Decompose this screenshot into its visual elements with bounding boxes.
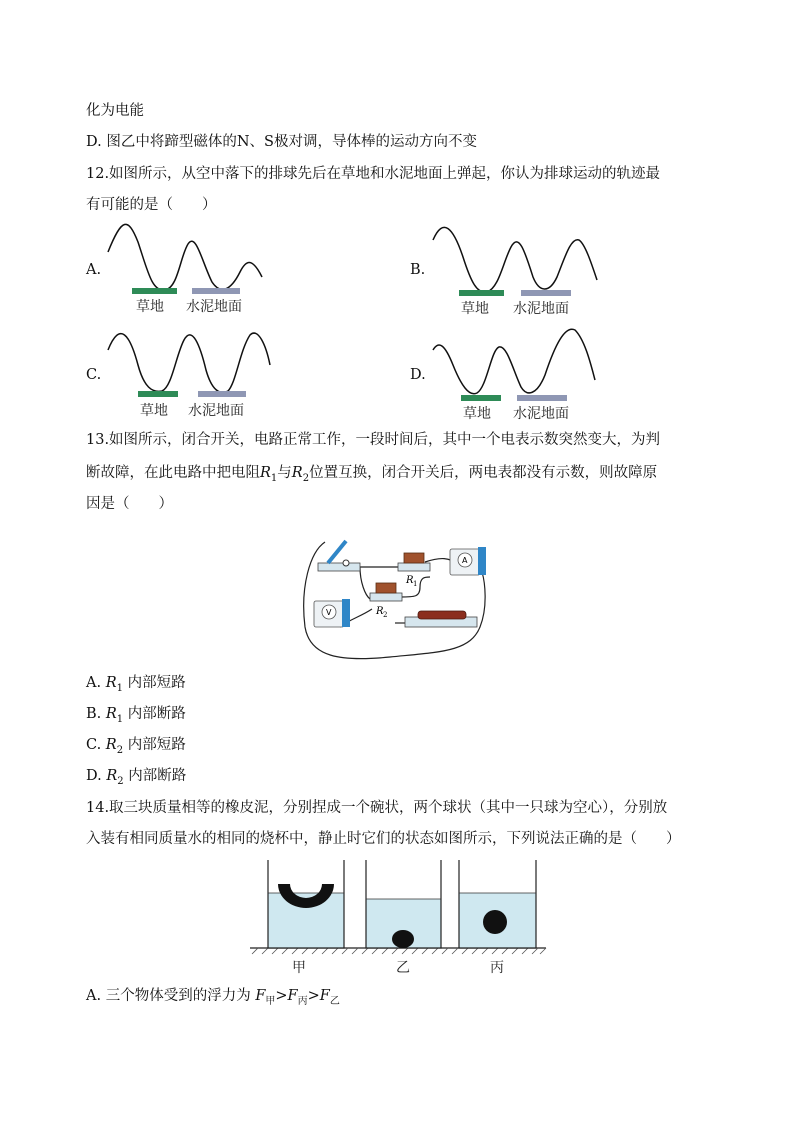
- question-12-line-2: 有可能的是（ ）: [86, 197, 217, 213]
- r2-subscript: 2: [302, 472, 310, 484]
- question-12-line-1: 12.如图所示，从空中落下的排球先后在草地和水泥地面上弹起，你认为排球运动的轨迹最: [86, 166, 661, 182]
- q12-option-d-letter: D.: [410, 367, 426, 383]
- question-13-line-3: 因是（ ）: [86, 496, 173, 512]
- resistor-r1: [398, 553, 430, 588]
- grass-label: 草地: [140, 403, 168, 419]
- r1-label: R: [406, 575, 414, 586]
- q13-option-c: C. $R_2$ 内部短路: [86, 737, 186, 756]
- q12-figure-c: [100, 325, 275, 423]
- grass-bar: [138, 391, 178, 397]
- ammeter-label: A: [462, 556, 468, 565]
- ground-hatch: [252, 948, 546, 954]
- r1-symbol: R: [260, 465, 271, 481]
- question-13-line-2: [86, 463, 657, 489]
- cement-label: 水泥地面: [186, 299, 242, 315]
- q12-option-a-letter: A.: [86, 262, 102, 278]
- beaker-bing: [459, 860, 536, 948]
- cement-bar: [521, 290, 571, 296]
- q14-beakers-figure: [250, 860, 550, 980]
- cement-bar: [192, 288, 240, 294]
- r2-label-sub: 2: [383, 611, 388, 619]
- ammeter: [450, 547, 486, 575]
- q14-option-a: A. 三个物体受到的浮力为 $F_甲>F_丙>F_乙$: [86, 988, 340, 1007]
- q12-option-b-letter: B.: [410, 262, 426, 278]
- grass-bar: [461, 395, 501, 401]
- beaker-label-jia: 甲: [292, 960, 306, 976]
- voltmeter-label: V: [326, 608, 332, 617]
- q12-figure-b: [425, 222, 605, 320]
- cement-bar: [517, 395, 567, 401]
- r2-symbol: R: [291, 465, 303, 481]
- q13-option-b: B. $R_1$ 内部断路: [86, 706, 186, 725]
- q13-option-d: D. $R_2$ 内部断路: [86, 768, 187, 787]
- q13-text-part-3: 位置互换，闭合开关后，两电表都没有示数，则故障原: [309, 465, 658, 481]
- r1-subscript: 1: [270, 472, 278, 484]
- q13-text-part-1: 断故障，在此电路中把电阻: [86, 465, 260, 481]
- grass-bar: [459, 290, 504, 296]
- question-14-line-1: 14.取三块质量相等的橡皮泥，分别捏成一个碗状，两个球状（其中一只球为空心），分别放: [86, 800, 668, 816]
- cement-label: 水泥地面: [188, 403, 244, 419]
- beaker-label-bing: 丙: [490, 960, 504, 976]
- q13-text-part-2: 与: [277, 465, 292, 481]
- option-d-previous: D. 图乙中将蹄型磁体的N、S极对调，导体棒的运动方向不变: [86, 134, 477, 150]
- question-13-line-1: 13.如图所示，闭合开关，电路正常工作，一段时间后，其中一个电表示数突然变大，为判: [86, 432, 661, 448]
- beaker-yi: [366, 860, 441, 948]
- cement-bar: [198, 391, 246, 397]
- q13-circuit-figure: [300, 527, 500, 665]
- q12-figure-a: [100, 222, 270, 317]
- grass-bar: [132, 288, 177, 294]
- q12-option-c-letter: C.: [86, 367, 102, 383]
- beaker-label-yi: 乙: [396, 960, 410, 976]
- q14-option-a-text: A. 三个物体受到的浮力为: [86, 988, 251, 1004]
- q12-figure-d: [425, 325, 605, 425]
- cement-label: 水泥地面: [513, 406, 569, 422]
- r2-label: R: [376, 606, 384, 617]
- text-line-1: 化为电能: [86, 103, 144, 119]
- r1-label-sub: 1: [413, 580, 418, 588]
- beaker-jia: [268, 860, 344, 948]
- grass-label: 草地: [136, 299, 164, 315]
- grass-label: 草地: [463, 406, 491, 422]
- grass-label: 草地: [461, 301, 489, 317]
- question-14-line-2: 入装有相同质量水的相同的烧杯中，静止时它们的状态如图所示，下列说法正确的是（ ）: [86, 831, 681, 847]
- resistor-r2: [370, 583, 402, 619]
- switch: [318, 541, 360, 571]
- cement-label: 水泥地面: [513, 301, 569, 317]
- voltmeter: [314, 599, 350, 627]
- battery-holder: [405, 611, 477, 627]
- q13-option-a: A. $R_1$ 内部短路: [86, 675, 186, 694]
